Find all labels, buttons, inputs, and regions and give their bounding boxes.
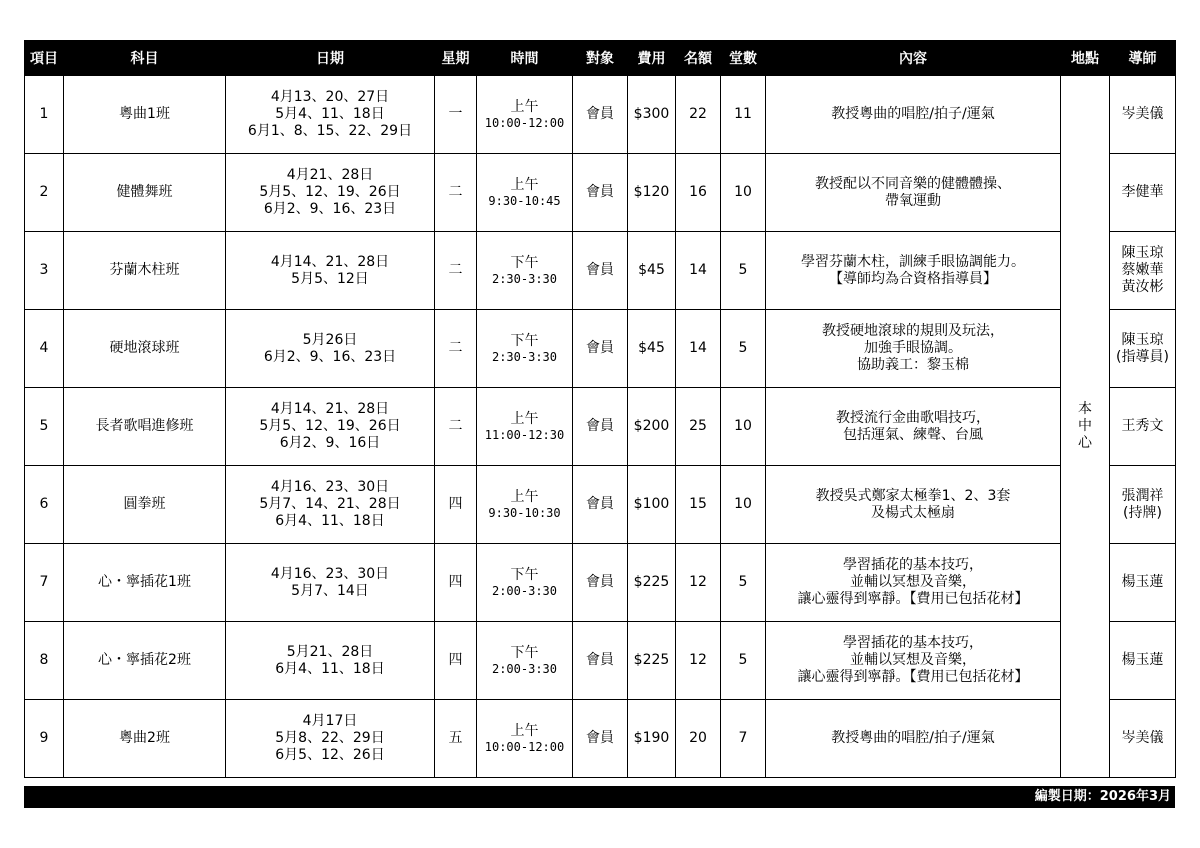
course-fee: $225 <box>628 544 676 622</box>
header-weekday: 星期 <box>435 41 477 76</box>
schedule-table <box>24 40 1176 778</box>
target-group: 會員 <box>573 388 628 466</box>
date-line: 5月21、28日 <box>286 643 374 660</box>
date-line: 4月13、20、27日 <box>270 89 390 105</box>
course-teacher <box>1110 700 1176 778</box>
date-line: 4月16、23、30日 <box>270 479 390 495</box>
table-row <box>25 622 1176 700</box>
item-number: 3 <box>25 232 64 310</box>
course-time <box>477 544 573 622</box>
time-period: 下午 <box>510 644 539 661</box>
course-dates <box>226 76 435 154</box>
item-number: 4 <box>25 310 64 388</box>
course-time <box>477 700 573 778</box>
table-row <box>25 232 1176 310</box>
teacher-line: 黃汝彬 <box>1121 279 1164 295</box>
teacher-line: 張潤祥 <box>1121 487 1164 504</box>
course-fee: $120 <box>628 154 676 232</box>
time-range: 10:00-12:00 <box>484 115 565 130</box>
course-dates <box>226 622 435 700</box>
course-content <box>766 388 1061 466</box>
lesson-count: 5 <box>721 232 766 310</box>
time-range: 9:30-10:45 <box>488 193 561 208</box>
teacher-line: 岑美儀 <box>1121 730 1164 746</box>
time-period: 上午 <box>510 722 539 739</box>
weekday: 二 <box>435 388 477 466</box>
time-period: 下午 <box>510 332 539 349</box>
header-venue: 地點 <box>1061 41 1110 76</box>
weekday: 四 <box>435 544 477 622</box>
course-teacher <box>1110 154 1176 232</box>
course-teacher <box>1110 388 1176 466</box>
teacher-line: 岑美儀 <box>1121 106 1164 122</box>
time-period: 上午 <box>510 176 539 193</box>
time-range: 9:30-10:30 <box>488 505 561 520</box>
date-line: 6月4、11、18日 <box>275 513 385 529</box>
content-line: 教授粵曲的唱腔/拍子/運氣 <box>831 730 995 746</box>
weekday: 二 <box>435 232 477 310</box>
date-line: 5月26日 <box>302 331 358 348</box>
course-dates <box>226 466 435 544</box>
venue-char: 心 <box>1078 435 1092 451</box>
lesson-count: 10 <box>721 466 766 544</box>
item-number: 2 <box>25 154 64 232</box>
time-range: 11:00-12:30 <box>484 427 565 442</box>
content-line: 學習插花的基本技巧， <box>843 635 983 651</box>
course-content <box>766 154 1061 232</box>
date-line: 6月2、9、16、23日 <box>263 348 397 365</box>
weekday: 五 <box>435 700 477 778</box>
course-quota: 25 <box>676 388 721 466</box>
course-name: 心・寧插花1班 <box>64 544 226 622</box>
course-content <box>766 466 1061 544</box>
course-fee: $190 <box>628 700 676 778</box>
item-number: 6 <box>25 466 64 544</box>
table-row <box>25 154 1176 232</box>
lesson-count: 7 <box>721 700 766 778</box>
header-lessons: 堂數 <box>721 41 766 76</box>
course-name: 圓拳班 <box>64 466 226 544</box>
date-line: 5月7、14日 <box>291 582 369 599</box>
course-name: 長者歌唱進修班 <box>64 388 226 466</box>
teacher-line: 李健華 <box>1121 184 1164 200</box>
content-line: 教授粵曲的唱腔/拍子/運氣 <box>831 106 995 122</box>
time-period: 上午 <box>510 98 539 115</box>
time-period: 下午 <box>510 566 539 583</box>
compiled-date: 編製日期：2026年3月 <box>1034 789 1171 804</box>
header-row <box>25 41 1176 76</box>
course-time <box>477 622 573 700</box>
content-line: 教授硬地滾球的規則及玩法， <box>822 323 1004 339</box>
header-dates: 日期 <box>226 41 435 76</box>
course-teacher <box>1110 310 1176 388</box>
teacher-line: (持牌) <box>1123 504 1162 521</box>
venue-cell <box>1061 76 1110 778</box>
header-quota: 名額 <box>676 41 721 76</box>
weekday: 四 <box>435 466 477 544</box>
lesson-count: 10 <box>721 154 766 232</box>
teacher-line: 楊玉蓮 <box>1121 574 1164 590</box>
time-period: 下午 <box>510 254 539 271</box>
target-group: 會員 <box>573 154 628 232</box>
teacher-line: 陳玉琼 <box>1121 245 1164 261</box>
date-line: 4月14、21、28日 <box>270 253 390 270</box>
date-line: 5月4、11、18日 <box>275 106 385 122</box>
course-content <box>766 544 1061 622</box>
teacher-line: 楊玉蓮 <box>1121 652 1164 668</box>
item-number: 5 <box>25 388 64 466</box>
course-dates <box>226 544 435 622</box>
course-fee: $225 <box>628 622 676 700</box>
course-dates <box>226 388 435 466</box>
time-period: 上午 <box>510 488 539 505</box>
course-quota: 16 <box>676 154 721 232</box>
course-time <box>477 466 573 544</box>
table-row <box>25 466 1176 544</box>
course-fee: $200 <box>628 388 676 466</box>
date-line: 5月7、14、21、28日 <box>259 496 401 512</box>
table-row <box>25 388 1176 466</box>
time-range: 2:00-3:30 <box>491 661 558 676</box>
course-dates <box>226 310 435 388</box>
course-quota: 14 <box>676 310 721 388</box>
table-row <box>25 310 1176 388</box>
course-quota: 20 <box>676 700 721 778</box>
teacher-line: 蔡嫩華 <box>1121 262 1164 278</box>
course-dates <box>226 154 435 232</box>
content-line: 教授吳式鄭家太極拳1、2、3套 <box>815 487 1011 504</box>
header-subject: 科目 <box>64 41 226 76</box>
course-dates <box>226 700 435 778</box>
time-range: 2:30-3:30 <box>491 349 558 364</box>
course-fee: $300 <box>628 76 676 154</box>
course-time <box>477 76 573 154</box>
content-line: 加強手眼協調。 <box>864 340 962 356</box>
course-content <box>766 232 1061 310</box>
content-line: 讓心靈得到寧靜。【費用已包括花材】 <box>797 669 1029 685</box>
weekday: 二 <box>435 154 477 232</box>
venue-char: 本 <box>1078 401 1092 417</box>
content-line: 包括運氣、練聲、台風 <box>843 426 983 443</box>
course-fee: $45 <box>628 232 676 310</box>
teacher-line: (指導員) <box>1116 348 1169 365</box>
date-line: 4月21、28日 <box>286 167 374 183</box>
time-range: 2:00-3:30 <box>491 583 558 598</box>
weekday: 二 <box>435 310 477 388</box>
lesson-count: 5 <box>721 544 766 622</box>
date-line: 4月16、23、30日 <box>270 565 390 582</box>
date-line: 6月4、11、18日 <box>275 660 385 677</box>
course-name: 健體舞班 <box>64 154 226 232</box>
content-line: 及楊式太極扇 <box>871 504 955 521</box>
teacher-line: 王秀文 <box>1121 418 1164 434</box>
target-group: 會員 <box>573 232 628 310</box>
content-line: 學習插花的基本技巧， <box>843 557 983 573</box>
content-line: 帶氧運動 <box>885 192 941 209</box>
content-line: 學習芬蘭木柱，訓練手眼協調能力。 <box>801 253 1025 270</box>
course-schedule <box>24 40 1175 778</box>
target-group: 會員 <box>573 622 628 700</box>
header-content: 內容 <box>766 41 1061 76</box>
course-time <box>477 388 573 466</box>
table-row <box>25 76 1176 154</box>
lesson-count: 10 <box>721 388 766 466</box>
target-group: 會員 <box>573 544 628 622</box>
content-line: 協助義工：黎玉棉 <box>857 357 969 373</box>
header-no: 項目 <box>25 41 64 76</box>
course-content <box>766 76 1061 154</box>
course-quota: 22 <box>676 76 721 154</box>
course-quota: 12 <box>676 622 721 700</box>
course-teacher <box>1110 232 1176 310</box>
content-line: 【導師均為合資格指導員】 <box>829 270 997 287</box>
table-row <box>25 700 1176 778</box>
course-name: 心・寧插花2班 <box>64 622 226 700</box>
course-content <box>766 700 1061 778</box>
course-fee: $100 <box>628 466 676 544</box>
course-quota: 15 <box>676 466 721 544</box>
content-line: 教授流行金曲歌唱技巧， <box>836 409 990 426</box>
course-time <box>477 232 573 310</box>
time-range: 10:00-12:00 <box>484 739 565 754</box>
content-line: 並輔以冥想及音樂， <box>850 574 976 590</box>
venue-char: 中 <box>1078 418 1092 434</box>
course-teacher <box>1110 622 1176 700</box>
course-content <box>766 310 1061 388</box>
course-time <box>477 310 573 388</box>
footer-bar <box>24 786 1175 808</box>
target-group: 會員 <box>573 310 628 388</box>
date-line: 5月8、22、29日 <box>275 730 385 746</box>
weekday: 四 <box>435 622 477 700</box>
lesson-count: 5 <box>721 310 766 388</box>
lesson-count: 11 <box>721 76 766 154</box>
course-content <box>766 622 1061 700</box>
header-teacher: 導師 <box>1110 41 1176 76</box>
header-target: 對象 <box>573 41 628 76</box>
course-name: 硬地滾球班 <box>64 310 226 388</box>
course-dates <box>226 232 435 310</box>
date-line: 6月2、9、16日 <box>279 435 381 451</box>
target-group: 會員 <box>573 76 628 154</box>
item-number: 8 <box>25 622 64 700</box>
time-period: 上午 <box>510 410 539 427</box>
course-teacher <box>1110 544 1176 622</box>
course-quota: 14 <box>676 232 721 310</box>
item-number: 7 <box>25 544 64 622</box>
table-row <box>25 544 1176 622</box>
date-line: 4月17日 <box>302 713 358 729</box>
item-number: 1 <box>25 76 64 154</box>
course-name: 粵曲1班 <box>64 76 226 154</box>
course-quota: 12 <box>676 544 721 622</box>
date-line: 6月1、8、15、22、29日 <box>247 123 413 139</box>
course-time <box>477 154 573 232</box>
content-line: 教授配以不同音樂的健體體操、 <box>815 175 1011 192</box>
teacher-line: 陳玉琼 <box>1121 331 1164 348</box>
item-number: 9 <box>25 700 64 778</box>
course-teacher <box>1110 76 1176 154</box>
target-group: 會員 <box>573 466 628 544</box>
content-line: 讓心靈得到寧靜。【費用已包括花材】 <box>797 591 1029 607</box>
date-line: 5月5、12、19、26日 <box>259 184 401 200</box>
target-group: 會員 <box>573 700 628 778</box>
date-line: 4月14、21、28日 <box>270 401 390 417</box>
course-fee: $45 <box>628 310 676 388</box>
schedule-body <box>25 76 1176 778</box>
header-time: 時間 <box>477 41 573 76</box>
course-teacher <box>1110 466 1176 544</box>
date-line: 5月5、12、19、26日 <box>259 418 401 434</box>
lesson-count: 5 <box>721 622 766 700</box>
date-line: 6月2、9、16、23日 <box>263 201 397 217</box>
content-line: 並輔以冥想及音樂， <box>850 652 976 668</box>
course-name: 芬蘭木柱班 <box>64 232 226 310</box>
header-fee: 費用 <box>628 41 676 76</box>
weekday: 一 <box>435 76 477 154</box>
date-line: 6月5、12、26日 <box>275 747 385 763</box>
course-name: 粵曲2班 <box>64 700 226 778</box>
date-line: 5月5、12日 <box>291 270 369 287</box>
time-range: 2:30-3:30 <box>491 271 558 286</box>
